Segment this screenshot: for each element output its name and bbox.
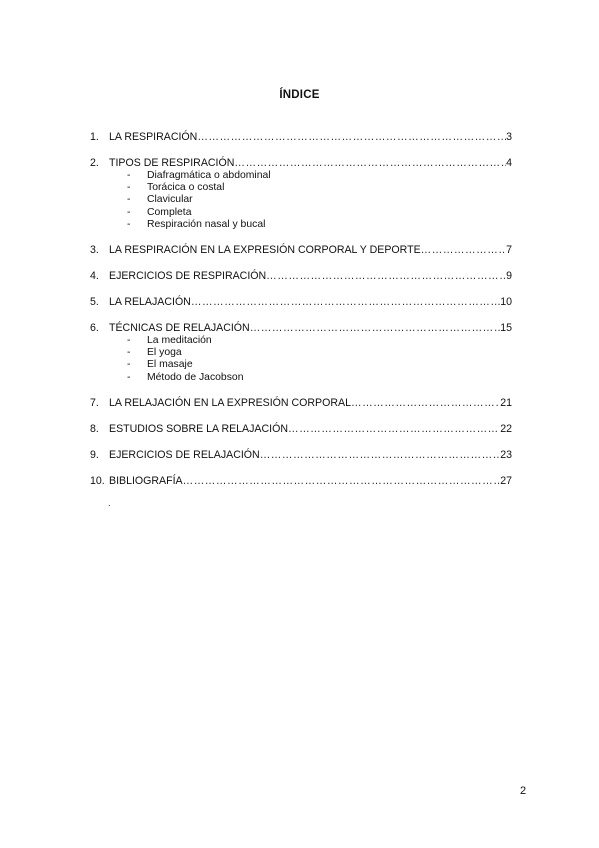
toc-subitem-label: Torácica o costal	[147, 182, 225, 194]
toc-entry-label: LA RELAJACIÓN	[109, 296, 191, 309]
toc-entry	[90, 322, 512, 384]
table-of-contents	[90, 131, 512, 501]
toc-subitem-label: Clavicular	[147, 194, 193, 206]
toc-entry-number: 9.	[90, 448, 99, 461]
dot-leader	[288, 423, 500, 436]
toc-entry	[90, 244, 512, 257]
toc-subitem	[90, 335, 512, 347]
dot-leader	[250, 322, 501, 335]
toc-entry-page: 3	[506, 131, 512, 143]
list-dash: -	[127, 206, 131, 218]
toc-entry-number: 1.	[90, 131, 99, 143]
toc-subitem-label: La meditación	[147, 335, 212, 347]
toc-subitem-label: Diafragmática o abdominal	[147, 170, 271, 181]
list-dash: -	[127, 182, 131, 194]
toc-entry-label: TÉCNICAS DE RELAJACIÓN	[109, 322, 250, 335]
dot-leader	[421, 244, 506, 257]
toc-entry-number: 5.	[90, 296, 99, 309]
page-number: 2	[520, 785, 527, 797]
toc-entry-label: TIPOS DE RESPIRACIÓN	[109, 157, 235, 169]
toc-subitem	[90, 347, 512, 359]
dot-leader	[266, 270, 506, 283]
toc-subitem-list	[90, 335, 512, 384]
toc-entry	[90, 157, 512, 231]
toc-subitem-label: Método de Jacobson	[147, 371, 244, 383]
toc-subitem	[90, 359, 512, 371]
list-dash: -	[127, 335, 131, 347]
toc-entry	[90, 397, 512, 410]
toc-subitem	[90, 182, 512, 194]
toc-entry-page: 4	[506, 157, 512, 169]
list-dash: -	[127, 371, 131, 383]
toc-subitem	[90, 219, 512, 231]
list-dash: -	[127, 218, 131, 230]
toc-entry-number: 7.	[90, 396, 99, 409]
toc-entry-label: EJERCICIOS DE RESPIRACIÓN	[109, 270, 267, 283]
toc-entry	[90, 449, 512, 462]
toc-subitem	[90, 194, 512, 206]
toc-entry-label: EJERCICIOS DE RELAJACIÓN	[109, 448, 260, 461]
toc-entry-number: 2.	[90, 157, 99, 169]
toc-entry	[90, 475, 512, 488]
toc-entry-number: 10.	[90, 474, 105, 487]
toc-subitem	[90, 372, 512, 384]
toc-entry-page: 27	[500, 474, 512, 487]
dot-leader	[191, 296, 500, 309]
toc-subitem	[90, 170, 512, 182]
toc-entry-page: 7	[506, 244, 512, 257]
toc-entry-page: 9	[506, 270, 512, 283]
toc-entry	[90, 296, 512, 309]
stray-period: .	[108, 498, 111, 508]
toc-entry-number: 8.	[90, 422, 99, 435]
toc-entry-page: 23	[500, 448, 512, 461]
dot-leader	[234, 157, 506, 170]
toc-entry-number: 3.	[90, 244, 99, 257]
list-dash: -	[127, 194, 131, 206]
toc-entry-label: BIBLIOGRAFÍA	[109, 474, 183, 487]
dot-leader	[260, 449, 501, 462]
toc-entry	[90, 423, 512, 436]
toc-entry-label: LA RESPIRACIÓN EN LA EXPRESIÓN CORPORAL Y DEPORTE	[109, 244, 421, 257]
toc-subitem	[90, 207, 512, 219]
toc-entry-number: 6.	[90, 322, 99, 335]
dot-leader	[351, 397, 500, 410]
toc-title: ÍNDICE	[279, 89, 320, 101]
toc-entry-label: LA RELAJACIÓN EN LA EXPRESIÓN CORPORAL	[109, 396, 351, 409]
dot-leader	[183, 475, 501, 488]
toc-entry-label: ESTUDIOS SOBRE LA RELAJACIÓN	[109, 422, 288, 435]
toc-entry-page: 21	[500, 396, 512, 409]
list-dash: -	[127, 359, 131, 371]
dot-leader	[197, 131, 506, 144]
toc-entry-label: LA RESPIRACIÓN	[109, 131, 198, 143]
toc-entry	[90, 270, 512, 283]
toc-subitem-label: Respiración nasal y bucal	[147, 218, 266, 230]
toc-entry-page: 10	[500, 296, 512, 309]
toc-entry	[90, 131, 512, 144]
toc-entry-number: 4.	[90, 270, 99, 283]
toc-subitem-list	[90, 170, 512, 231]
list-dash: -	[127, 170, 131, 181]
toc-subitem-label: Completa	[147, 206, 192, 218]
toc-entry-page: 15	[500, 322, 512, 335]
toc-subitem-label: El masaje	[147, 359, 193, 371]
toc-subitem-label: El yoga	[147, 347, 182, 359]
toc-entry-page: 22	[500, 422, 512, 435]
list-dash: -	[127, 347, 131, 359]
